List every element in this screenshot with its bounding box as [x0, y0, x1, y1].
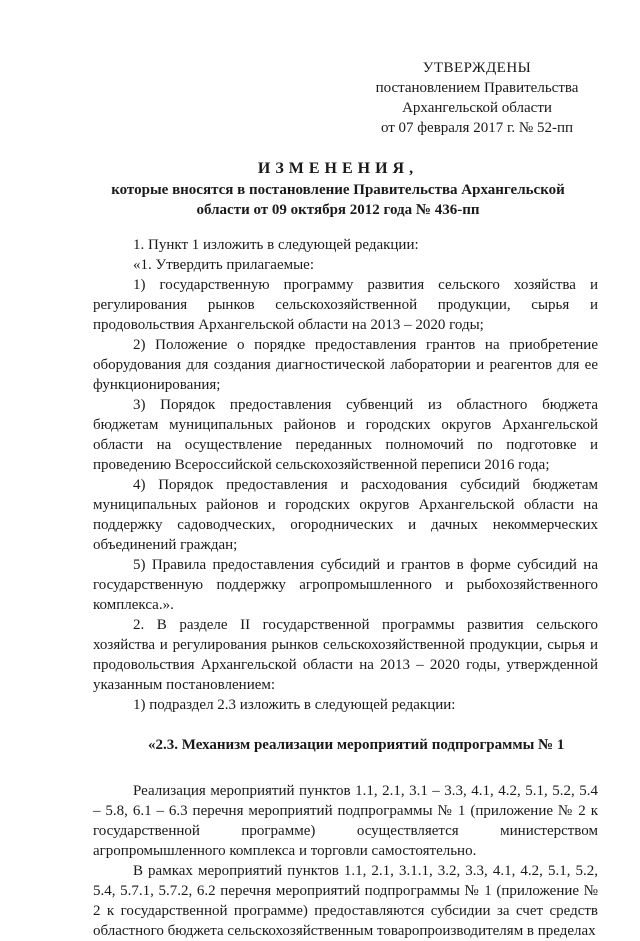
paragraph: 2. В разделе II государственной программы развития сельского хозяйства и регулирования рынков сельскохозяйственной продукции, сырья и продовольствия Архангельской области на 2013 – 2020 годы, утвержденной указанным постановлением:: [93, 617, 598, 693]
paragraph: 5) Правила предоставления субсидий и грантов в форме субсидий на государственную поддержку агропромышленного и рыбохозяйственного комплекса.».: [93, 557, 598, 613]
paragraph: В рамках мероприятий пунктов 1.1, 2.1, 3.1.1, 3.2, 3.3, 4.1, 4.2, 5.1, 5.2, 5.4, 5.7.1, 5.7.2, 6.2 перечня мероприятий подпрограммы № 1 (приложение № 2 к государственной программе) предоставляются субсидии за счет средств областного бюджета сельскохозяйственным товаропроизводителям в пределах: [93, 863, 598, 939]
paragraph: 3) Порядок предоставления субвенций из областного бюджета бюджетам муниципальных районов и городских округов Архангельской области на осуществление переданных полномочий по подготовке и проведению Всероссийской сельскохозяйственной переписи 2016 года;: [93, 397, 598, 473]
approval-stamp: [372, 58, 582, 138]
paragraph: 1) подраздел 2.3 изложить в следующей редакции:: [133, 697, 456, 713]
section-subheading: «2.3. Механизм реализации мероприятий подпрограммы № 1: [148, 737, 565, 753]
paragraph: 4) Порядок предоставления и расходования субсидий бюджетам муниципальных районов и городских округов Архангельской области на поддержку садоводческих, огороднических и дачных некоммерческих объединений граждан;: [93, 477, 598, 553]
paragraph: Реализация мероприятий пунктов 1.1, 2.1, 3.1 – 3.3, 4.1, 4.2, 5.1, 5.2, 5.4 – 5.8, 6.1 – 6.3 перечня мероприятий подпрограммы № 1 (приложение № 2 к государственной программе) осуществляется министерством агропромышленного комплекса и торговли самостоятельно.: [93, 783, 598, 859]
paragraph: 2) Положение о порядке предоставления грантов на приобретение оборудования для создания диагностической лаборатории и реагентов для ее функционирования;: [93, 337, 598, 393]
title-subtitle-line-2: области от 09 октября 2012 года № 436-пп: [196, 202, 480, 218]
paragraph: 1. Пункт 1 изложить в следующей редакции:: [133, 237, 419, 253]
approval-line-3: от 07 февраля 2017 г. № 52-пп: [380, 120, 574, 136]
document-body: [93, 235, 598, 941]
approval-line-1: постановлением Правительства: [375, 80, 579, 96]
paragraph: 1) государственную программу развития сельского хозяйства и регулирования рынков сельскохозяйственной продукции, сырья и продовольствия Архангельской области на 2013 – 2020 годы;: [93, 277, 598, 333]
approval-line-2: Архангельской области: [402, 100, 552, 116]
title-main: ИЗМЕНЕНИЯ,: [257, 160, 419, 177]
approval-heading: УТВЕРЖДЕНЫ: [422, 60, 532, 76]
paragraph: «1. Утвердить прилагаемые:: [133, 257, 314, 273]
document-title: [78, 158, 598, 220]
title-subtitle-line-1: которые вносятся в постановление Правительства Архангельской: [111, 182, 565, 198]
